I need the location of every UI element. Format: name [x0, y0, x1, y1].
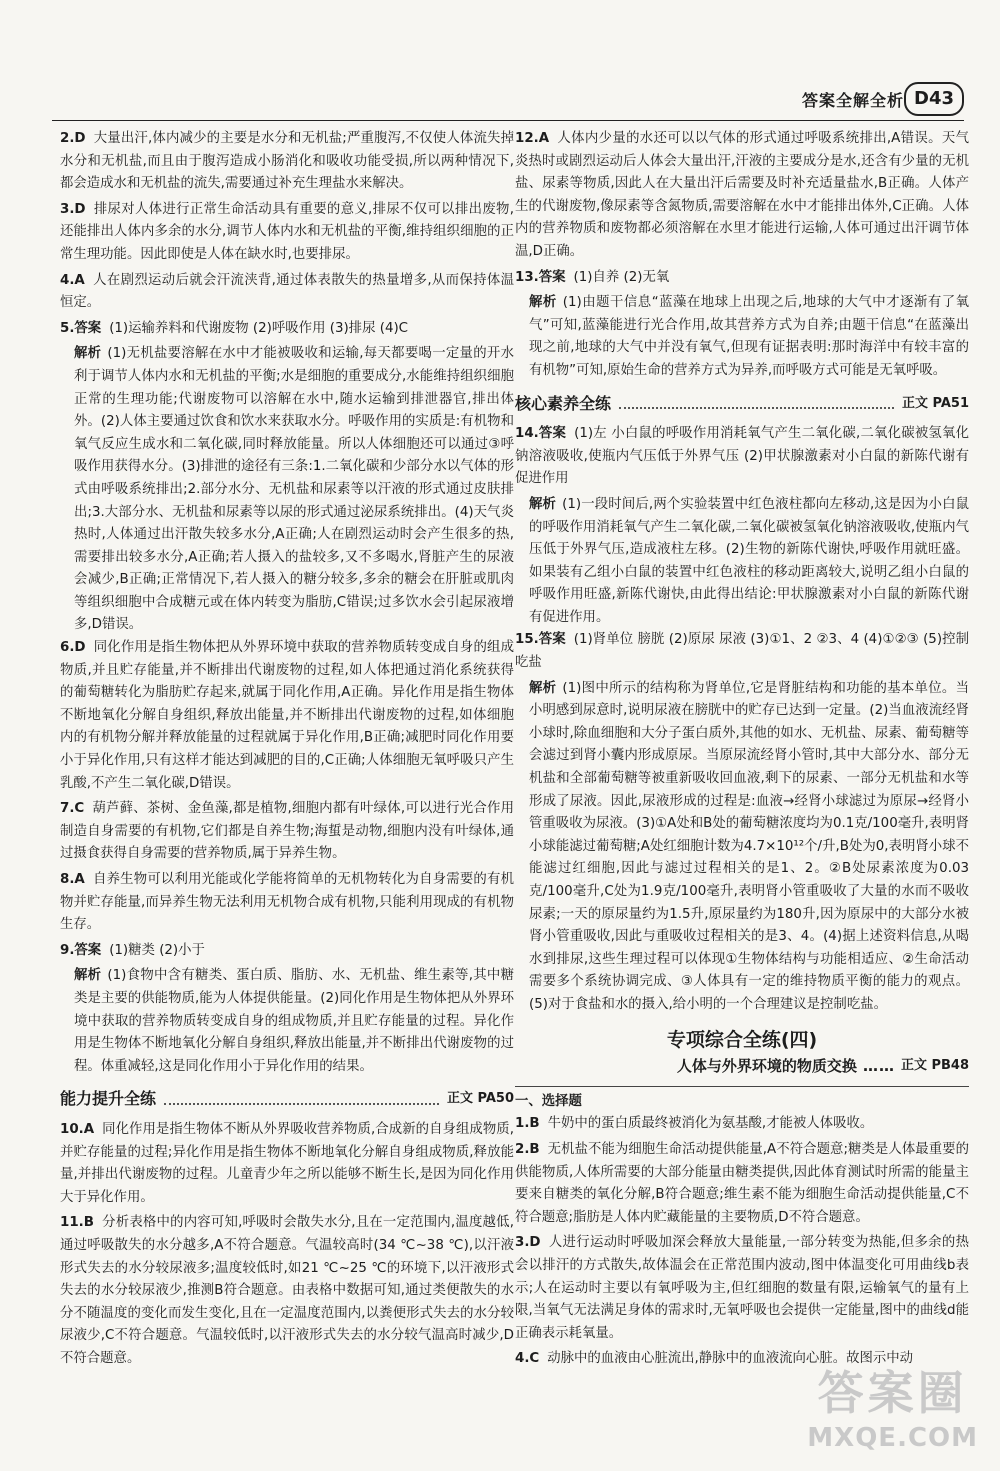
subtitle-text: 人体与外界环境的物质交换	[676, 1057, 857, 1076]
left-column	[60, 128, 514, 1373]
subsection-heading: 一、选择题	[515, 1086, 969, 1114]
answer-item-q14: 14.答案 (1)左 小白鼠的呼吸作用消耗氧气产生二氧化碳,二氧化碳被氢氧化钠溶液吸收,使瓶内气压低于外界气压 (2)甲状腺激素对小白鼠的新陈代谢有促进作用	[515, 426, 969, 487]
answer-item: 8.A 自养生物可以利用光能或化学能将简单的无机物转化为自身需要的有机物并贮存能量,而异养生物无法利用无机物合成有机物,只能利用现成的有机物生存。	[60, 872, 514, 933]
answer-item-q15: 15.答案 (1)肾单位 膀胱 (2)原尿 尿液 (3)①1、2 ②3、4 (4)①②③ (5)控制吃盐	[515, 632, 969, 671]
watermark-logo	[807, 1357, 978, 1453]
answer-item: 12.A 人体内少量的水还可以以气体的形式通过呼吸系统排出,A错误。天气炎热时或剧烈运动后人体会大量出汗,汗液的主要成分是水,还含有少量的无机盐、尿素等物质,因此人在大量出汗后需要及时补充适量盐水,B正确。人体产生的代谢废物,像尿素等含氮物质,需要溶解在水中才能排出体外,C正确。人体内的营养物质和废物都必须溶解在水里才能进行运输,人体可通过出汗调节体温,D正确。	[515, 131, 969, 259]
special-section-subtitle	[515, 1055, 969, 1078]
page-number: D43	[904, 82, 964, 116]
section-ref: 正文 PA51	[901, 395, 969, 411]
answer-item: 4.A 人在剧烈运动后就会汗流浃背,通过体表散失的热量增多,从而保持体温恒定。	[60, 272, 514, 311]
watermark-text: 答案圈	[817, 1366, 968, 1420]
answer-item: 3.D 排尿对人体进行正常生命活动具有重要的意义,排尿不仅可以排出废物,还能排出人体内多余的水分,调节人体内水和无机盐的平衡,维持组织细胞的正常生理功能。因此即使是人体在缺水时,也要排尿。	[60, 201, 514, 262]
subtitle-ref: 正文 PB48	[900, 1058, 969, 1074]
explanation-q5: 解析 (1)无机盐要溶解在水中才能被吸收和运输,每天都要喝一定量的开水利于调节人体内水和无机盐的平衡;水是细胞的重要成分,水能维持组织细胞正常的生理功能;代谢废物可以溶解在水中,随水运输到排泄器官,排出体外。(2)人体主要通过饮食和饮水来获取水分。呼吸作用的实质是:有机物和氧气反应生成水和二氧化碳,同时释放能量。所以人体细胞还可以通过③呼吸作用获得水分。(3)排泄的途径有三条:1.二氧化碳和少部分水以气体的形式由呼吸系统排出;2.部分水分、无机盐和尿素等以汗液的形式通过皮肤排出;3.大部分水、无机盐和尿素等以尿的形式通过泌尿系统排出。(4)天气炎热时,人体通过出汗散失较多水分,A正确;人在剧烈运动时会产生很多的热,需要排出较多水分,A正确;若人摄入的盐较多,又不多喝水,肾脏产生的尿液会减少,B正确;正常情况下,若人摄入的糖分较多,多余的糖会在肝脏或肌肉等组织细胞中合成糖元或在体内转变为脂肪,C错误;过多饮水会引起尿液增多,D错误。	[74, 346, 514, 633]
explanation-q15: 解析 (1)图中所示的结构称为肾单位,它是肾脏结构和功能的基本单位。当小明感到尿意时,说明尿液在膀胱中的贮存已达到一定量。(2)当血液流经肾小球时,除血细胞和大分子蛋白质外,其他的如水、无机盐、尿素、葡萄糖等会滤过到肾小囊内形成原尿。当原尿流经肾小管时,其中大部分水、部分无机盐和全部葡萄糖等被重新吸收回血液,剩下的尿素、一部分无机盐和水等形成了尿液。因此,尿液形成的过程是:血液→经肾小球滤过为原尿→经肾小管重吸收为尿液。(3)①A处和B处的葡萄糖浓度均为0.1克/100毫升,表明肾小球能滤过葡萄糖;A处红细胞计数为4.7×10¹²个/升,B处为0,表明肾小球不能滤过红细胞,因此与滤过过程相关的是1、2。②B处尿素浓度为0.03克/100毫升,C处为1.9克/100毫升,表明肾小管重吸收了大量的水而不吸收尿素;一天的原尿量约为1.5升,原尿量约为180升,因为原尿中的大部分水被肾小管重吸收,因此与重吸收过程相关的是3、4。(4)据上述资料信息,从喝水到排尿,这些生理过程可以体现①生物体结构与功能相适应、②生命活动需要多个系统协调完成、③人体具有一定的维持物质平衡的能力的观点。(5)对于食盐和水的摄入,给小明的一个合理建议是控制吃盐。	[529, 680, 969, 1012]
leader-dots	[164, 1095, 439, 1105]
answer-item: 1.B 牛奶中的蛋白质最终被消化为氨基酸,才能被人体吸收。	[515, 1116, 874, 1132]
answer-item-q9: 9.答案 (1)糖类 (2)小于	[60, 942, 205, 958]
section-ref: 正文 PA50	[446, 1091, 514, 1107]
right-column	[515, 128, 969, 1374]
header-title: 答案全解全析	[801, 91, 904, 110]
section-title: 核心素养全练	[515, 393, 612, 413]
answer-item: 10.A 同化作用是指生物体不断从外界吸收营养物质,合成新的自身组成物质,并贮存能量的过程;异化作用是指生物体不断地氧化分解自身组成物质,释放能量,并排出代谢废物的过程。儿童青少年之所以能够不断生长,是因为同化作用大于异化作用。	[60, 1121, 514, 1205]
leader-dots	[619, 399, 894, 409]
header-rule	[52, 120, 964, 121]
section-title: 能力提升全练	[60, 1089, 157, 1109]
answer-item: 11.B 分析表格中的内容可知,呼吸时会散失水分,且在一定范围内,温度越低,通过呼吸散失的水分越多,A不符合题意。气温较高时(34 ℃~38 ℃),以汗液形式失去的水分较尿液多;温度较低时,如21 ℃~25 ℃的环境下,以汗液形式失去的水分较尿液少,推测B符合题意。由表格中数据可知,通过类便散失的水分不随温度的变化而发生变化,且在一定温度范围内,以粪便形式失去的水分较尿液少,C不符合题意。气温较低时,以汗液形式失去的水分较气温高时减少,D不符合题意。	[60, 1215, 514, 1366]
section-header-core	[515, 393, 969, 416]
answer-item: 2.B 无机盐不能为细胞生命活动提供能量,A不符合题意;糖类是人体最重要的供能物质,人体所需要的大部分能量由糖类提供,因此体育测试时所需的能量主要来自糖类的氧化分解,B符合题意;维生素不能为细胞生命活动提供能量,C不符合题意;脂肪是人体内贮藏能量的主要物质,D不符合题意。	[515, 1141, 969, 1225]
answer-item: 6.D 同化作用是指生物体把从外界环境中获取的营养物质转变成自身的组成物质,并且贮存能量,并不断排出代谢废物的过程,如人体把通过消化系统获得的葡萄糖转化为脂肪贮存起来,就属于同化作用,A正确。异化作用是指生物体不断地氧化分解自身组织,释放出能量,并不断排出代谢废物的过程,如体细胞内的有机物分解并释放能量的过程就属于异化作用,B正确;减肥时同化作用要小于异化作用,只有这样才能达到减肥的目的,C正确;人体细胞无氧呼吸只产生乳酸,不产生二氧化碳,D错误。	[60, 640, 514, 791]
answer-item: 2.D 大量出汗,体内减少的主要是水分和无机盐;严重腹泻,不仅使人体流失掉水分和无机盐,而且由于腹泻造成小肠消化和吸收功能受损,所以两种情况下,都会造成水和无机盐的流失,需要通过补充生理盐水来解决。	[60, 131, 514, 192]
special-section-title: 专项综合全练(四)	[666, 1028, 818, 1051]
answer-item: 3.D 人进行运动时呼吸加深会释放大量能量,一部分转变为热能,但多余的热会以排汗的方式散失,故体温会在正常范围内波动,图中体温变化可用曲线b表示;人在运动时主要以有氧呼吸为主,但红细胞的数量有限,运输氧气的量有上限,当氧气无法满足身体的需求时,无氧呼吸也会提供一定能量,图中的曲线d能正确表示耗氧量。	[515, 1235, 969, 1341]
answer-item: 4.C 动脉中的血液由心脏流出,静脉中的血液流向心脏。故图示中动	[515, 1351, 914, 1367]
explanation-q9: 解析 (1)食物中含有糖类、蛋白质、脂肪、水、无机盐、维生素等,其中糖类是主要的供能物质,能为人体提供能量。(2)同化作用是生物体把从外界环境中获取的营养物质转变成自身的组成物质,并且贮存能量的过程。异化作用是生物体不断地氧化分解自身组织,释放出能量,并不断排出代谢废物的过程。体重减轻,这是同化作用小于异化作用的结果。	[74, 968, 514, 1074]
leader-dots: ……	[862, 1057, 895, 1076]
explanation-q14: 解析 (1)一段时间后,两个实验装置中红色液柱都向左移动,这是因为小白鼠的呼吸作用消耗氧气产生二氧化碳,二氧化碳被氢氧化钠溶液吸收,使瓶内气压低于外界气压,造成液柱左移。(2)生物的新陈代谢快,呼吸作用就旺盛。如果装有乙组小白鼠的装置中红色液柱的移动距离较大,说明乙组小白鼠的呼吸作用旺盛,新陈代谢快,由此得出结论:甲状腺激素对小白鼠的新陈代谢有促进作用。	[529, 496, 970, 625]
watermark-url: MXQE.COM	[807, 1423, 978, 1453]
answer-item-q13: 13.答案 (1)自养 (2)无氧	[515, 269, 670, 285]
answer-item: 7.C 葫芦藓、茶树、金鱼藻,都是植物,细胞内都有叶绿体,可以进行光合作用制造自身需要的有机物,它们都是自养生物;海蜇是动物,细胞内没有叶绿体,通过摄食获得自身需要的营养物质,属于异养生物。	[60, 801, 514, 862]
explanation-q13: 解析 (1)由题干信息“蓝藻在地球上出现之后,地球的大气中才逐渐有了氧气”可知,蓝藻能进行光合作用,故其营养方式为自养;由题干信息“在蓝藻出现之前,地球的大气中并没有氧气,但现有证据表明:那时海洋中有较丰富的有机物”可知,原始生命的营养方式为异养,而呼吸方式可能是无氧呼吸。	[529, 295, 969, 378]
section-header-ability	[60, 1088, 514, 1111]
answer-item-q5: 5.答案 (1)运输养料和代谢废物 (2)呼吸作用 (3)排尿 (4)C	[60, 320, 409, 336]
